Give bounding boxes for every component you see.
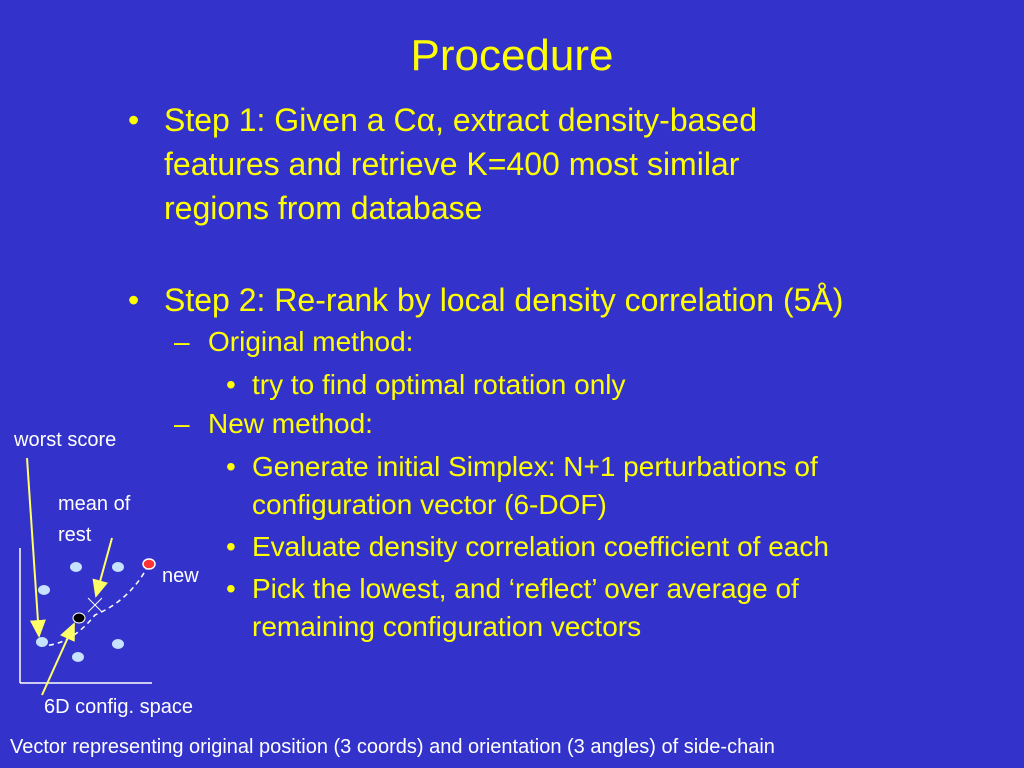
simplex-point <box>72 652 84 662</box>
footer-caption: Vector representing original position (3 coords) and orientation (3 angles) of side-chain <box>10 736 775 758</box>
dash-marker: – <box>174 408 190 439</box>
bullet-marker: • <box>226 451 236 482</box>
step-1-line-2: features and retrieve K=400 most similar <box>164 146 740 182</box>
simplex-point <box>36 637 48 647</box>
dash-marker: – <box>174 326 190 357</box>
worst-score-arrow <box>27 458 39 636</box>
step-2-text: Step 2: Re-rank by local density correlation (5Å) <box>164 282 844 318</box>
new-sub-1-line-2: configuration vector (6-DOF) <box>252 489 607 520</box>
step-1-line-3: regions from database <box>164 190 483 226</box>
simplex-point <box>38 585 50 595</box>
original-sub-text: try to find optimal rotation only <box>252 369 626 400</box>
bullet-marker: • <box>128 282 140 318</box>
mean-arrow <box>96 538 112 596</box>
bullet-marker: • <box>226 369 236 400</box>
new-sub-3-line-2: remaining configuration vectors <box>252 611 642 642</box>
worst-score-label: worst score <box>14 429 117 451</box>
new-point-label: new <box>162 565 199 587</box>
bullet-marker: • <box>226 573 236 604</box>
bullet-marker: • <box>226 531 236 562</box>
simplex-point <box>112 639 124 649</box>
center-point <box>73 613 85 623</box>
new-point <box>143 559 155 569</box>
new-sub-3-line-1: Pick the lowest, and ‘reflect’ over average of <box>252 573 799 604</box>
config-arrow <box>42 624 74 695</box>
slide-title: Procedure <box>410 31 614 80</box>
bullet-marker: • <box>128 102 140 138</box>
original-method-text: Original method: <box>208 326 414 357</box>
new-sub-2-text: Evaluate density correlation coefficient of each <box>252 531 829 562</box>
new-sub-1-line-1: Generate initial Simplex: N+1 perturbations of <box>252 451 818 482</box>
simplex-point <box>70 562 82 572</box>
mean-of-rest-label-2: rest <box>58 524 92 546</box>
config-space-label: 6D config. space <box>44 696 193 718</box>
new-method-text: New method: <box>208 408 373 439</box>
mean-of-rest-label-1: mean of <box>58 493 131 515</box>
step-1-line-1: Step 1: Given a Cα, extract density-based <box>164 102 758 138</box>
simplex-point <box>112 562 124 572</box>
